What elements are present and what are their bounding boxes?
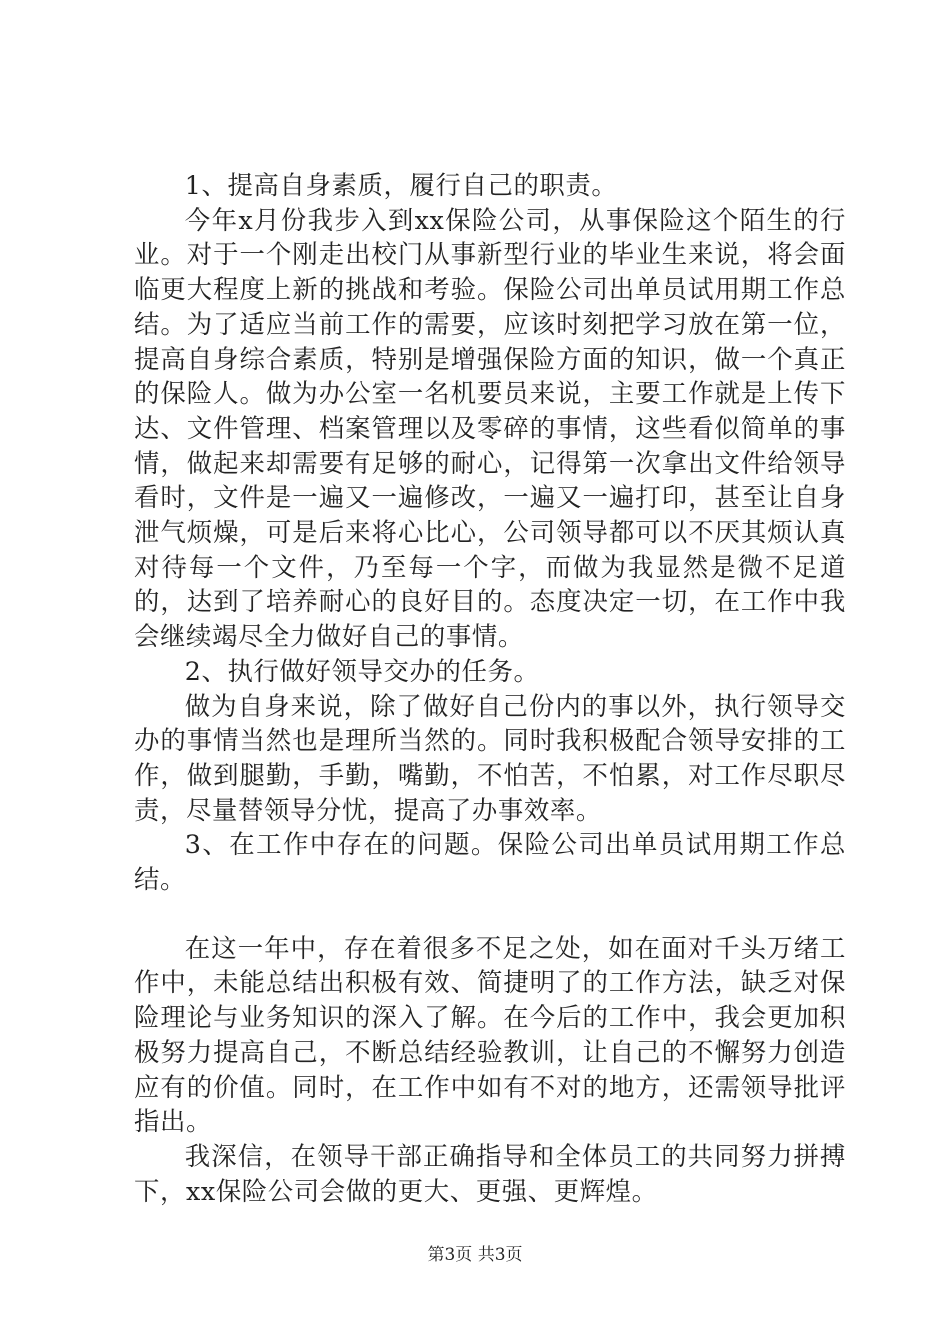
paragraph-heading-2: 2、执行做好领导交办的任务。 — [184, 655, 540, 686]
paragraph-spacer — [134, 897, 846, 931]
page-number-footer: 第3页 共3页 — [427, 1245, 523, 1265]
paragraph-heading-3: 3、在工作中存在的问题。保险公司出单员试用期工作总结。 — [134, 829, 846, 895]
paragraph-heading-1: 1、提高自身素质，履行自己的职责。 — [184, 170, 618, 200]
paragraph-closing: 我深信，在领导干部正确指导和全体员工的共同努力拼搏下，xx保险公司会做的更大、更强、更辉煌。 — [134, 1140, 846, 1206]
paragraph-body-3: 在这一年中，存在着很多不足之处，如在面对千头万绪工作中，未能总结出积极有效、简捷明了的工作方法，缺乏对保险理论与业务知识的深入了解。在今后的工作中，我会更加积极努力提高自己，不断总结经验教训，让自己的不懈努力创造应有的价值。同时，在工作中如有不对的地方，还需领导批评指出。 — [134, 932, 846, 1137]
paragraph-body-1: 今年x月份我步入到xx保险公司，从事保险这个陌生的行业。对于一个刚走出校门从事新型行业的毕业生来说，将会面临更大程度上新的挑战和考验。保险公司出单员试用期工作总结。为了适应当前工作的需要，应该时刻把学习放在第一位，提高自身综合素质，特别是增强保险方面的知识，做一个真正的保险人。做为办公室一名机要员来说，主要工作就是上传下达、文件管理、档案管理以及零碎的事情，这些看似简单的事情，做起来却需要有足够的耐心，记得第一次拿出文件给领导看时，文件是一遍又一遍修改，一遍又一遍打印，甚至让自身泄气烦燥，可是后来将心比心，公司领导都可以不厌其烦认真对待每一个文件，乃至每一个字，而做为我显然是微不足道的，达到了培养耐心的良好目的。态度决定一切，在工作中我会继续竭尽全力做好自己的事情。 — [134, 204, 846, 652]
paragraph-body-2: 做为自身来说，除了做好自己份内的事以外，执行领导交办的事情当然也是理所当然的。同时我积极配合领导安排的工作，做到腿勤，手勤，嘴勤，不怕苦，不怕累，对工作尽职尽责，尽量替领导分忧，提高了办事效率。 — [134, 690, 846, 825]
document-body — [134, 168, 846, 1208]
